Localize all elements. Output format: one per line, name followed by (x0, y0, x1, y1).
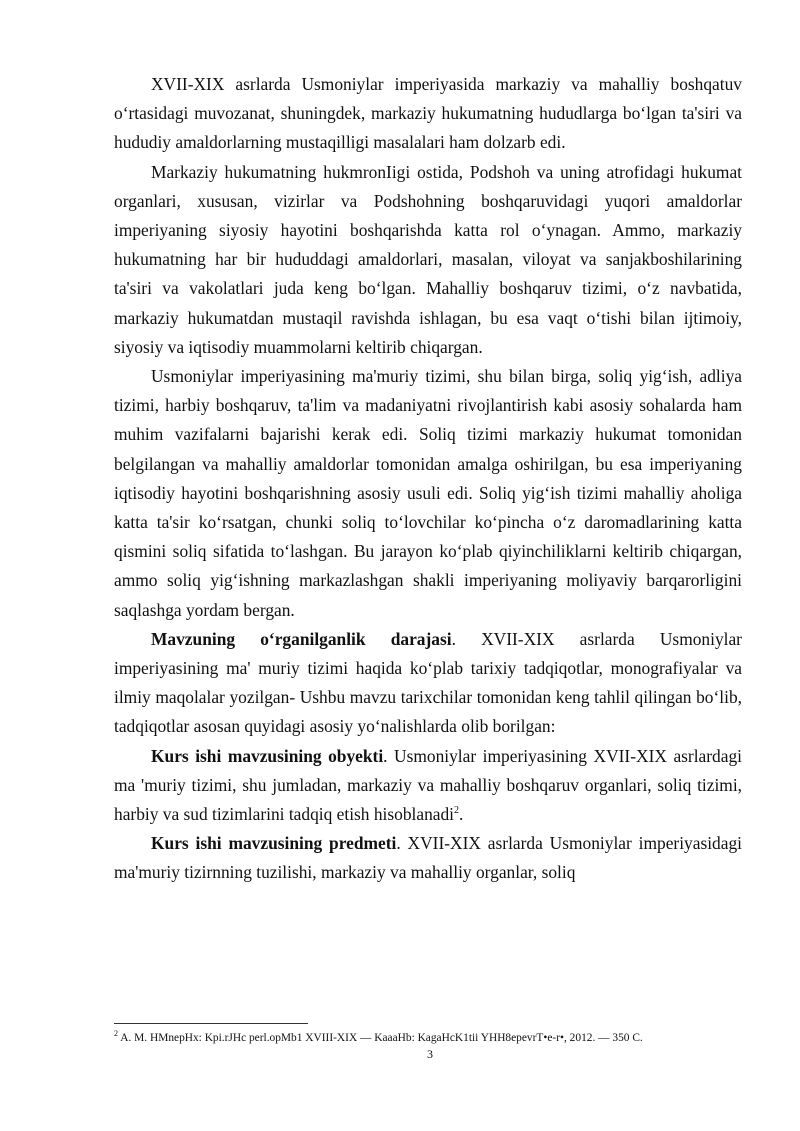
footnote-text: A. M. HMnepHx: Kpi.rJHc perl.opMb1 XVIII-XIX — KaaaHb: KagaHcK1tii YHH8epevrT•e-r•, 2012. — 350 C. (118, 1032, 643, 1044)
paragraph-object: Kurs ishi mavzusining obyekti. Usmoniylar imperiyasining XVII-XIX asrlardagi ma 'muriy tizimi, shu jumladan, markaziy va mahalliy boshqaruv organlari, soliq tizimi, harbiy va sud tizimlarini tadqiq etish hisoblanadi$^2$. (114, 745, 742, 825)
page-number: 3 (427, 1047, 433, 1061)
heading-object: Kurs ishi mavzusining obyekti (151, 745, 384, 766)
body-text (114, 70, 742, 888)
paragraph-3: Usmoniylar imperiyasining ma'muriy tizimi, shu bilan birga, soliq yigʻish, adliya tizimi, harbiy boshqaruv, ta'lim va madaniyatni rivojlantirish kabi asosiy sohalarda ham muhim vazifalarni bajarishi kerak edi. Soliq tizimi markaziy hukumat tomonidan belgilangan va mahalliy amaldorlar tomonidan amalga oshirilgan, bu esa imperiyaning iqtisodiy hayotini boshqarishning asosiy usuli edi. Soliq yigʻish tizimi mahalliy aholiga katta ta'sir koʻrsatgan, chunki soliq toʻlovchilar koʻpincha oʻz daromadlarining katta qismini soliq sifatida toʻlashgan. Bu jarayon koʻplab qiyinchiliklarni keltirib chiqargan, ammo soliq yigʻishning markazlashgan shakli imperiyaning moliyaviy barqarorligini saqlashga yordam bergan. (114, 366, 742, 620)
heading-subject: Kurs ishi mavzusining predmeti (151, 833, 397, 854)
paragraph-subject: Kurs ishi mavzusining predmeti. XVII-XIX asrlarda Usmoniylar imperiyasidagi ma'muriy tizirnning tuzilishi, markaziy va mahalliy organlar, soliq (114, 833, 742, 883)
footnote (114, 1031, 744, 1045)
paragraph-1: XVII-XIX asrlarda Usmoniylar imperiyasida markaziy va mahalliy boshqatuv oʻrtasidagi muvozanat, shuningdek, markaziy hukumatning hududlarga boʻlgan ta'siri va hududiy amaldorlarning mustaqilligi masalalari ham dolzarb edi. (114, 74, 742, 153)
paragraph-study-level: Mavzuning oʻrganilganlik darajasi. XVII-XIX asrlarda Usmoniylar imperiyasining ma' muriy tizimi haqida koʻplab tarixiy tadqiqotlar, monografiyalar va ilmiy maqolalar yozilgan- Ushbu mavzu tarixchilar tomonidan keng tahlil qilingan boʻlib, tadqiqotlar asosan quyidagi asosiy yoʻnalishlarda olib borilgan: (114, 628, 742, 737)
heading-study-level: Mavzuning oʻrganilganlik darajasi (151, 628, 452, 649)
footnote-marker: 2 (114, 1029, 118, 1039)
paragraph-2: Markaziy hukumatning hukmronIigi ostida, Podshoh va uning atrofidagi hukumat organlari, xususan, vizirlar va Podshohning boshqaruvidagi yuqori amaldorlar imperiyaning siyosiy hayotini boshqarishda katta rol oʻynagan. Ammo, markaziy hukumatning har bir hududdagi amaldorlari, masalan, viloyat va sanjakboshilarining ta'siri va vakolatlari juda keng boʻlgan. Mahalliy boshqaruv tizimi, oʻz navbatida, markaziy hukumatdan mustaqil ravishda ishlagan, bu esa vaqt oʻtishi bilan ijtimoiy, siyosiy va iqtisodiy muammolarni keltirib chiqargan. (114, 161, 742, 357)
footnote-divider (114, 1023, 308, 1024)
footnote-ref[interactable]: 2 (454, 805, 460, 817)
